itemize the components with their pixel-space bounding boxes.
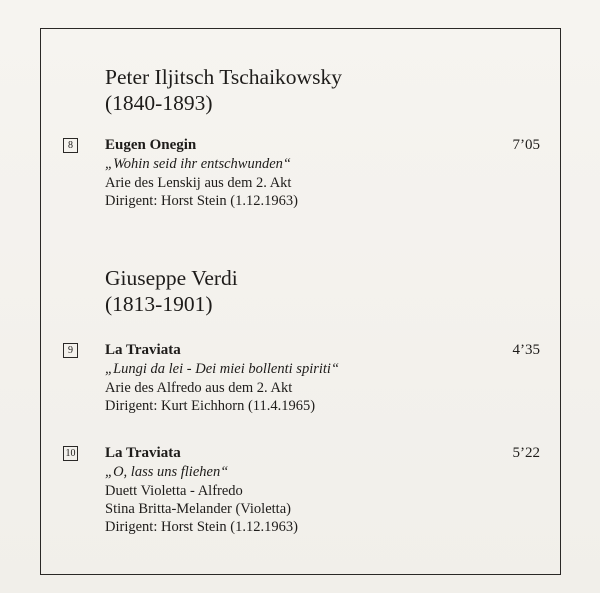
track-conductor: Dirigent: Horst Stein (1.12.1963)	[105, 519, 298, 535]
composer-heading	[105, 265, 238, 317]
track-description: Arie des Lenskij aus dem 2. Akt	[105, 175, 292, 191]
track-conductor: Dirigent: Kurt Eichhorn (11.4.1965)	[105, 398, 316, 414]
track-entry	[63, 341, 540, 421]
track-aria-title: „Lungi da lei - Dei miei bollenti spiriti“	[105, 361, 340, 377]
track-entry	[63, 136, 540, 236]
track-title: La Traviata	[105, 445, 181, 461]
track-entry	[63, 444, 540, 544]
track-duration: 4’35	[512, 342, 540, 358]
composer-years: (1813-1901)	[105, 292, 213, 316]
track-description: Arie des Alfredo aus dem 2. Akt	[105, 380, 293, 396]
track-conductor: Dirigent: Horst Stein (1.12.1963)	[105, 193, 298, 209]
composer-name: Peter Iljitsch Tschaikowsky	[105, 65, 342, 89]
composer-heading	[105, 64, 342, 116]
track-performer: Stina Britta-Melander (Violetta)	[105, 501, 291, 517]
track-duration: 7’05	[512, 137, 540, 153]
composer-years: (1840-1893)	[105, 91, 213, 115]
track-aria-title: „O, lass uns fliehen“	[105, 464, 229, 480]
track-duration: 5’22	[512, 445, 540, 461]
track-title: La Traviata	[105, 342, 181, 358]
track-description: Duett Violetta - Alfredo	[105, 483, 243, 499]
track-number: 8	[63, 138, 78, 153]
composer-name: Giuseppe Verdi	[105, 266, 238, 290]
track-number: 9	[63, 343, 78, 358]
track-title: Eugen Onegin	[105, 137, 197, 153]
track-aria-title: „Wohin seid ihr entschwunden“	[105, 156, 291, 172]
track-number: 10	[63, 446, 78, 461]
